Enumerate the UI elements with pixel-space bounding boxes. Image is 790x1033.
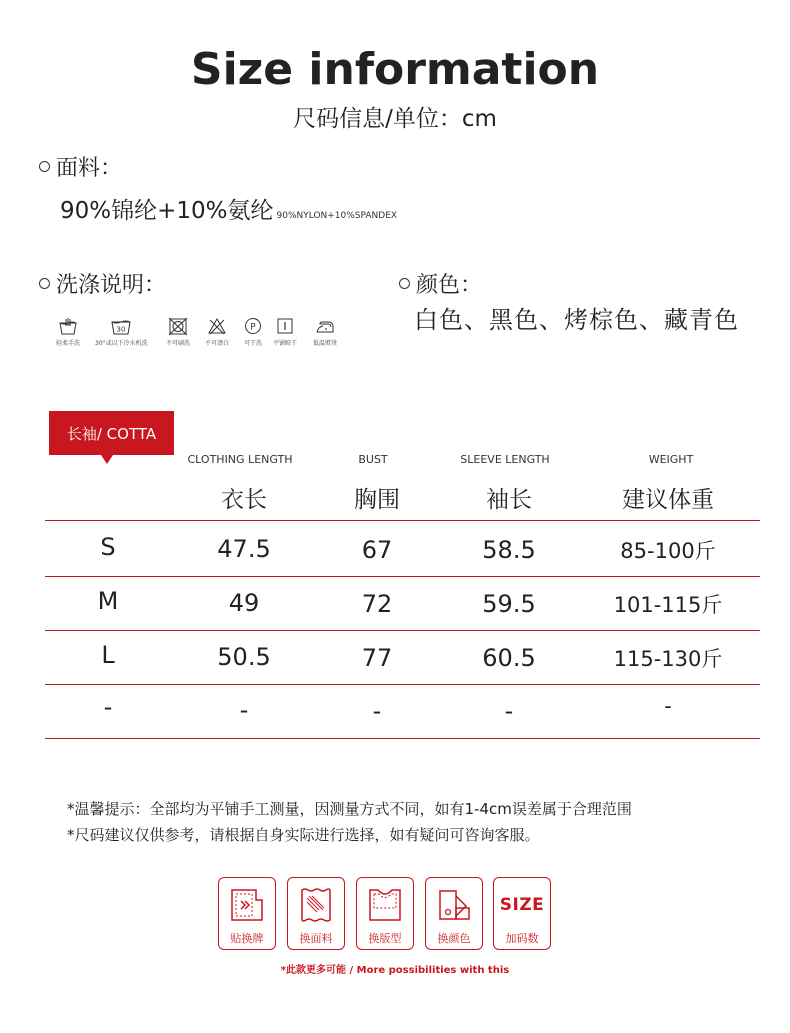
fabric-value-en: 90%NYLON+10%SPANDEX <box>276 211 398 221</box>
col-header-en-sleeve: SLEEVE LENGTH <box>460 453 550 466</box>
svg-text:30: 30 <box>116 325 126 334</box>
col-header-bust: 胸围 <box>354 487 400 513</box>
note-reference: *尺码建议仅供参考，请根据自身实际进行选择，如有疑问可咨询客服。 <box>67 826 540 844</box>
page-title: Size information <box>190 44 600 95</box>
col-header-en-length: CLOTHING LENGTH <box>187 453 293 466</box>
feature-label-swap <box>218 877 276 950</box>
wash-item-flat-dry <box>273 316 297 347</box>
table-divider <box>45 630 760 631</box>
bullet-circle-icon <box>39 161 50 172</box>
feature-color-swap <box>425 877 483 950</box>
wash-item-hand <box>56 316 80 347</box>
page-subtitle: 尺码信息/单位：cm <box>293 106 497 132</box>
weight-cell: 115-130斤 <box>613 647 723 671</box>
sleeve-type-tag: 长袖/ COTTA <box>49 411 174 455</box>
size-cell: L <box>101 641 115 669</box>
feature-label: 加码数 <box>505 932 539 945</box>
length-cell: 50.5 <box>217 643 271 671</box>
wash-label: 洗涤说明： <box>56 273 167 298</box>
wash-item-no-wash <box>166 316 190 347</box>
table-divider <box>45 684 760 685</box>
table-divider <box>45 520 760 521</box>
size-cell: M <box>97 587 119 615</box>
machine-wash-30-icon <box>110 316 132 336</box>
col-header-en-bust: BUST <box>358 453 388 466</box>
wash-item-no-bleach <box>205 316 229 347</box>
no-bleach-icon <box>206 316 228 336</box>
bullet-circle-icon <box>399 278 410 289</box>
length-cell: 47.5 <box>217 535 271 563</box>
label-swap-icon <box>226 886 268 924</box>
sleeve-cell: 60.5 <box>482 644 536 672</box>
length-cell: 49 <box>228 589 260 617</box>
bust-cell: 72 <box>361 590 393 618</box>
feature-fabric-swap <box>287 877 345 950</box>
bullet-circle-icon <box>39 278 50 289</box>
color-label: 颜色： <box>416 273 483 298</box>
wash-item-text: 平铺晾干 <box>273 340 298 347</box>
sleeve-cell: 58.5 <box>482 536 536 564</box>
no-tumble-dry-icon <box>167 316 189 336</box>
table-divider <box>45 738 760 739</box>
feature-pattern-swap <box>356 877 414 950</box>
fabric-value: 90%锦纶+10%氨纶 <box>60 198 274 224</box>
wash-item-machine <box>95 316 148 347</box>
sleeve-cell: - <box>504 697 514 725</box>
footer-more-possibilities: *此款更多可能 / More possibilities with this <box>280 965 510 976</box>
weight-cell: - <box>664 694 672 718</box>
feature-label: 换版型 <box>368 932 402 945</box>
fabric-composition <box>60 192 397 225</box>
wash-item-text: 30°或以下冷水机洗 <box>95 340 148 347</box>
size-add-icon: SIZE <box>499 895 545 915</box>
feature-label: 贴换牌 <box>230 932 264 945</box>
length-cell: - <box>239 696 249 724</box>
wash-item-iron <box>313 316 337 347</box>
wash-section-label <box>39 268 166 299</box>
color-section-label <box>399 268 482 299</box>
feature-size-add <box>493 877 551 950</box>
color-swap-icon <box>433 886 475 924</box>
col-header-weight: 建议体重 <box>622 487 714 513</box>
low-iron-icon <box>314 316 336 336</box>
wash-item-text: 不可刷洗 <box>166 340 191 347</box>
fabric-section-label <box>39 151 122 182</box>
wash-item-dry-clean <box>242 316 264 347</box>
weight-cell: 101-115斤 <box>613 593 723 617</box>
wash-item-text: 不可漂白 <box>205 340 230 347</box>
hand-wash-icon <box>57 316 79 336</box>
size-cell: - <box>103 693 113 721</box>
col-header-sleeve: 袖长 <box>486 487 532 513</box>
feature-label: 换面料 <box>299 932 333 945</box>
table-divider <box>45 576 760 577</box>
pattern-swap-icon <box>364 886 406 924</box>
sleeve-cell: 59.5 <box>482 590 536 618</box>
size-cell: S <box>100 533 116 561</box>
fabric-label: 面料： <box>56 156 123 181</box>
svg-text:P: P <box>250 322 256 333</box>
wash-item-text: 轻柔手洗 <box>56 340 81 347</box>
col-header-length: 衣长 <box>221 487 267 513</box>
bust-cell: 67 <box>361 536 393 564</box>
col-header-en-weight: WEIGHT <box>648 453 694 466</box>
wash-item-text: 低温熨烫 <box>313 340 338 347</box>
feature-label: 换颜色 <box>437 932 471 945</box>
flat-dry-icon <box>274 316 296 336</box>
dry-clean-p-icon <box>242 316 264 336</box>
tag-pointer <box>101 455 113 464</box>
weight-cell: 85-100斤 <box>620 539 716 563</box>
wash-item-text: 可干洗 <box>243 340 262 347</box>
bust-cell: 77 <box>361 644 393 672</box>
note-measurement: *温馨提示：全部均为平铺手工测量，因测量方式不同，如有1-4cm误差属于合理范围 <box>67 800 632 818</box>
bust-cell: - <box>372 697 382 725</box>
fabric-swap-icon <box>295 886 337 924</box>
color-options: 白色、黑色、烤棕色、藏青色 <box>414 306 739 334</box>
